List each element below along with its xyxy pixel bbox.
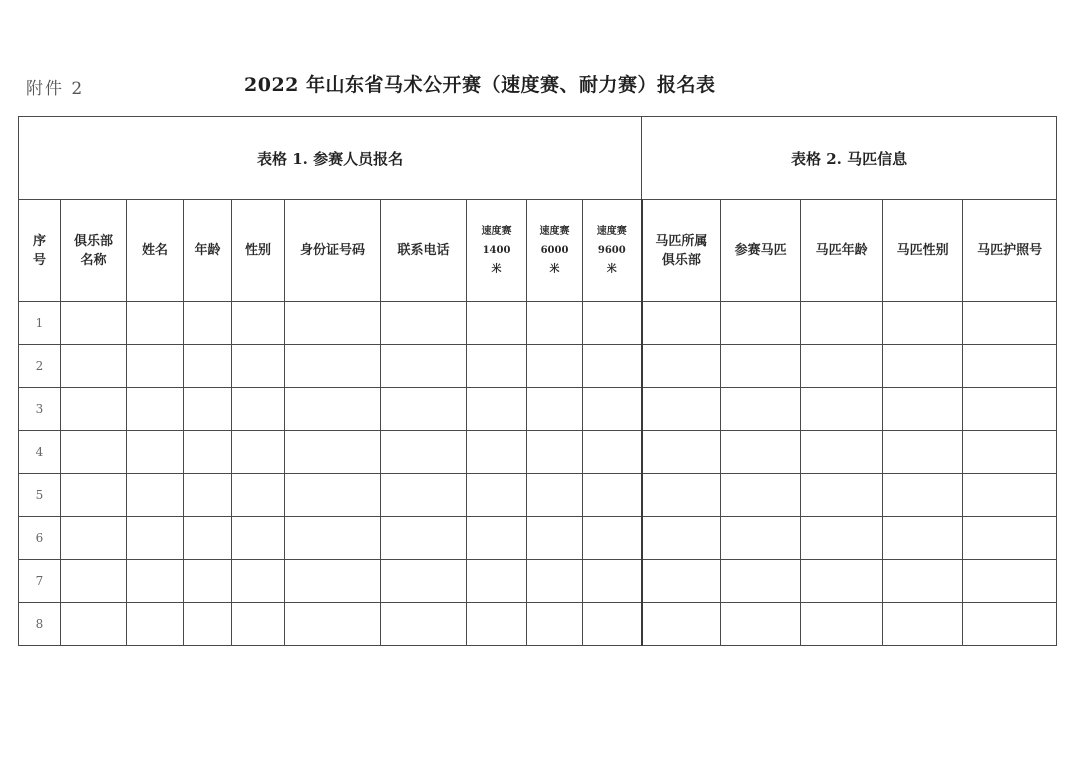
cell-age[interactable]	[184, 517, 232, 560]
cell-horse-club[interactable]	[642, 603, 721, 646]
cell-gender[interactable]	[232, 431, 285, 474]
cell-club[interactable]	[61, 388, 127, 431]
cell-horse-passport[interactable]	[963, 560, 1057, 603]
col-horse: 参赛马匹	[721, 200, 801, 302]
cell-speed-6000[interactable]	[527, 474, 583, 517]
cell-horse-club[interactable]	[642, 431, 721, 474]
cell-name[interactable]	[127, 388, 184, 431]
cell-speed-9600[interactable]	[583, 302, 642, 345]
table-row	[19, 302, 1057, 345]
cell-id-number[interactable]	[285, 431, 381, 474]
cell-gender[interactable]	[232, 560, 285, 603]
cell-horse-passport[interactable]	[963, 474, 1057, 517]
cell-phone[interactable]	[381, 345, 467, 388]
cell-gender[interactable]	[232, 603, 285, 646]
table-row	[19, 517, 1057, 560]
col-id-number: 身份证号码	[285, 200, 381, 302]
col-seq: 序号	[19, 200, 61, 302]
cell-speed-6000[interactable]	[527, 560, 583, 603]
cell-gender[interactable]	[232, 517, 285, 560]
cell-horse[interactable]	[721, 388, 801, 431]
cell-name[interactable]	[127, 603, 184, 646]
col-horse-club: 马匹所属俱乐部	[642, 200, 721, 302]
cell-speed-9600[interactable]	[583, 560, 642, 603]
cell-horse-club[interactable]	[642, 560, 721, 603]
cell-age[interactable]	[184, 302, 232, 345]
cell-age[interactable]	[184, 474, 232, 517]
cell-horse-gender[interactable]	[883, 603, 963, 646]
cell-horse-passport[interactable]	[963, 517, 1057, 560]
col-phone: 联系电话	[381, 200, 467, 302]
cell-horse-gender[interactable]	[883, 517, 963, 560]
cell-speed-6000[interactable]	[527, 431, 583, 474]
cell-speed-1400[interactable]	[467, 302, 527, 345]
cell-speed-6000[interactable]	[527, 388, 583, 431]
cell-speed-1400[interactable]	[467, 345, 527, 388]
cell-horse-age[interactable]	[801, 302, 883, 345]
cell-horse[interactable]	[721, 603, 801, 646]
cell-club[interactable]	[61, 603, 127, 646]
cell-horse-club[interactable]	[642, 388, 721, 431]
row-number: 6	[19, 517, 61, 560]
cell-horse-age[interactable]	[801, 560, 883, 603]
cell-phone[interactable]	[381, 603, 467, 646]
cell-gender[interactable]	[232, 345, 285, 388]
col-gender: 性别	[232, 200, 285, 302]
table-row	[19, 431, 1057, 474]
col-speed-9600: 速度赛9600 米	[583, 200, 642, 302]
cell-id-number[interactable]	[285, 474, 381, 517]
cell-name[interactable]	[127, 345, 184, 388]
cell-age[interactable]	[184, 345, 232, 388]
row-number: 2	[19, 345, 61, 388]
cell-horse-gender[interactable]	[883, 474, 963, 517]
cell-horse-gender[interactable]	[883, 345, 963, 388]
col-horse-age: 马匹年龄	[801, 200, 883, 302]
cell-horse-age[interactable]	[801, 388, 883, 431]
cell-speed-1400[interactable]	[467, 431, 527, 474]
cell-id-number[interactable]	[285, 560, 381, 603]
cell-speed-9600[interactable]	[583, 345, 642, 388]
cell-phone[interactable]	[381, 474, 467, 517]
col-speed-1400: 速度赛1400 米	[467, 200, 527, 302]
cell-horse-age[interactable]	[801, 603, 883, 646]
table-row	[19, 560, 1057, 603]
section-horses: 表格 2. 马匹信息	[642, 117, 1057, 200]
cell-club[interactable]	[61, 517, 127, 560]
cell-speed-9600[interactable]	[583, 517, 642, 560]
registration-form-table	[18, 116, 1057, 646]
cell-id-number[interactable]	[285, 517, 381, 560]
cell-name[interactable]	[127, 517, 184, 560]
cell-speed-6000[interactable]	[527, 345, 583, 388]
cell-id-number[interactable]	[285, 603, 381, 646]
row-number: 8	[19, 603, 61, 646]
section-participants: 表格 1. 参赛人员报名	[19, 117, 642, 200]
cell-id-number[interactable]	[285, 302, 381, 345]
cell-age[interactable]	[184, 560, 232, 603]
cell-name[interactable]	[127, 431, 184, 474]
annex-label: 附件 2	[26, 79, 85, 99]
row-number: 4	[19, 431, 61, 474]
cell-phone[interactable]	[381, 517, 467, 560]
cell-speed-6000[interactable]	[527, 302, 583, 345]
cell-id-number[interactable]	[285, 345, 381, 388]
cell-speed-6000[interactable]	[527, 517, 583, 560]
cell-name[interactable]	[127, 302, 184, 345]
col-horse-gender: 马匹性别	[883, 200, 963, 302]
cell-horse-age[interactable]	[801, 345, 883, 388]
section-header-row	[19, 117, 1057, 200]
document-title: 2022 年山东省马术公开赛（速度赛、耐力赛）报名表	[244, 74, 716, 96]
col-horse-passport: 马匹护照号	[963, 200, 1057, 302]
col-age: 年龄	[184, 200, 232, 302]
cell-horse-gender[interactable]	[883, 302, 963, 345]
cell-id-number[interactable]	[285, 388, 381, 431]
cell-horse-gender[interactable]	[883, 560, 963, 603]
col-name: 姓名	[127, 200, 184, 302]
cell-speed-1400[interactable]	[467, 603, 527, 646]
row-number: 3	[19, 388, 61, 431]
cell-age[interactable]	[184, 431, 232, 474]
cell-horse-age[interactable]	[801, 517, 883, 560]
cell-horse-gender[interactable]	[883, 431, 963, 474]
cell-speed-6000[interactable]	[527, 603, 583, 646]
row-number: 5	[19, 474, 61, 517]
cell-gender[interactable]	[232, 302, 285, 345]
cell-speed-9600[interactable]	[583, 431, 642, 474]
cell-horse-passport[interactable]	[963, 431, 1057, 474]
cell-horse-passport[interactable]	[963, 302, 1057, 345]
table-row	[19, 388, 1057, 431]
cell-age[interactable]	[184, 388, 232, 431]
cell-horse-club[interactable]	[642, 302, 721, 345]
cell-horse-age[interactable]	[801, 431, 883, 474]
cell-horse-club[interactable]	[642, 345, 721, 388]
cell-horse-club[interactable]	[642, 474, 721, 517]
cell-phone[interactable]	[381, 388, 467, 431]
cell-horse-passport[interactable]	[963, 603, 1057, 646]
cell-speed-1400[interactable]	[467, 388, 527, 431]
cell-club[interactable]	[61, 345, 127, 388]
cell-speed-9600[interactable]	[583, 388, 642, 431]
cell-club[interactable]	[61, 431, 127, 474]
cell-horse-age[interactable]	[801, 474, 883, 517]
cell-name[interactable]	[127, 560, 184, 603]
cell-age[interactable]	[184, 603, 232, 646]
cell-horse[interactable]	[721, 302, 801, 345]
col-club: 俱乐部名称	[61, 200, 127, 302]
cell-horse[interactable]	[721, 560, 801, 603]
cell-horse-passport[interactable]	[963, 388, 1057, 431]
cell-horse[interactable]	[721, 345, 801, 388]
cell-phone[interactable]	[381, 431, 467, 474]
row-number: 1	[19, 302, 61, 345]
cell-name[interactable]	[127, 474, 184, 517]
cell-speed-9600[interactable]	[583, 603, 642, 646]
cell-club[interactable]	[61, 474, 127, 517]
table-row	[19, 603, 1057, 646]
cell-speed-1400[interactable]	[467, 517, 527, 560]
cell-horse-club[interactable]	[642, 517, 721, 560]
cell-speed-1400[interactable]	[467, 560, 527, 603]
cell-speed-1400[interactable]	[467, 474, 527, 517]
cell-gender[interactable]	[232, 474, 285, 517]
cell-club[interactable]	[61, 560, 127, 603]
cell-horse[interactable]	[721, 474, 801, 517]
table-row	[19, 474, 1057, 517]
row-number: 7	[19, 560, 61, 603]
cell-phone[interactable]	[381, 560, 467, 603]
table-row	[19, 345, 1057, 388]
cell-club[interactable]	[61, 302, 127, 345]
cell-horse-gender[interactable]	[883, 388, 963, 431]
cell-horse[interactable]	[721, 431, 801, 474]
cell-horse-passport[interactable]	[963, 345, 1057, 388]
cell-gender[interactable]	[232, 388, 285, 431]
cell-horse[interactable]	[721, 517, 801, 560]
col-speed-6000: 速度赛6000 米	[527, 200, 583, 302]
cell-speed-9600[interactable]	[583, 474, 642, 517]
column-header-row	[19, 200, 1057, 302]
cell-phone[interactable]	[381, 302, 467, 345]
